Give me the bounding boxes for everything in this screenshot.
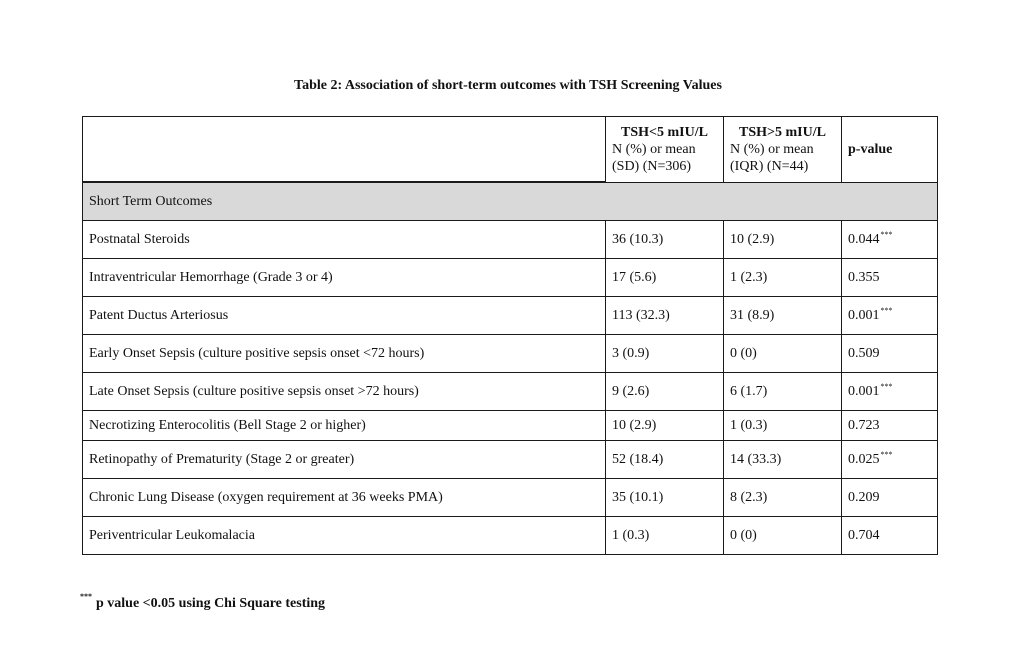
tsh-high-cell: 1 (0.3) <box>724 411 842 441</box>
tsh-low-cell: 36 (10.3) <box>606 221 724 259</box>
tsh-high-cell: 6 (1.7) <box>724 373 842 411</box>
header-tsh-low <box>606 117 724 183</box>
p-value-cell <box>842 335 938 373</box>
section-row <box>83 182 938 221</box>
tsh-low-cell: 3 (0.9) <box>606 335 724 373</box>
tsh-high-cell: 10 (2.9) <box>724 221 842 259</box>
header-tsh-high-title: TSH>5 mIU/L <box>739 124 826 140</box>
p-value-text: 0.025 <box>848 451 880 467</box>
p-value-cell <box>842 441 938 479</box>
footnote-mark: *** <box>80 592 92 601</box>
tsh-low-cell: 17 (5.6) <box>606 259 724 297</box>
significance-mark: *** <box>880 381 893 391</box>
header-tsh-high-line2: N (%) or mean <box>730 141 814 157</box>
tsh-low-cell: 1 (0.3) <box>606 517 724 555</box>
table-row <box>83 441 938 479</box>
tsh-high-cell: 0 (0) <box>724 517 842 555</box>
p-value-text: 0.001 <box>848 307 880 323</box>
tsh-low-cell: 10 (2.9) <box>606 411 724 441</box>
p-value-cell <box>842 373 938 411</box>
outcome-cell: Retinopathy of Prematurity (Stage 2 or greater) <box>83 441 606 479</box>
p-value-text: 0.509 <box>848 345 880 361</box>
tsh-high-cell: 31 (8.9) <box>724 297 842 335</box>
outcome-cell: Chronic Lung Disease (oxygen requirement at 36 weeks PMA) <box>83 479 606 517</box>
table-row <box>83 373 938 411</box>
p-value-text: 0.044 <box>848 231 880 247</box>
significance-mark: *** <box>880 229 893 239</box>
header-tsh-low-line2: N (%) or mean <box>612 141 696 157</box>
table-header-row <box>83 117 938 183</box>
table-row <box>83 297 938 335</box>
table-row <box>83 479 938 517</box>
tsh-high-cell: 8 (2.3) <box>724 479 842 517</box>
p-value-cell <box>842 221 938 259</box>
p-value-text: 0.209 <box>848 489 880 505</box>
tsh-low-cell: 9 (2.6) <box>606 373 724 411</box>
section-row-fill <box>606 182 938 221</box>
header-tsh-high-line3: (IQR) (N=44) <box>730 158 809 174</box>
table-row <box>83 335 938 373</box>
significance-mark: *** <box>880 305 893 315</box>
p-value-text: 0.704 <box>848 527 880 543</box>
header-p-value-title: p-value <box>848 141 893 157</box>
tsh-high-cell: 0 (0) <box>724 335 842 373</box>
header-tsh-high <box>724 117 842 183</box>
outcome-cell: Postnatal Steroids <box>83 221 606 259</box>
significance-mark: *** <box>880 449 893 459</box>
table-row <box>83 517 938 555</box>
table-title: Table 2: Association of short-term outcomes with TSH Screening Values <box>294 78 722 93</box>
table-row <box>83 259 938 297</box>
p-value-text: 0.723 <box>848 417 880 433</box>
footnote-text: p value <0.05 using Chi Square testing <box>96 596 326 611</box>
outcome-cell: Early Onset Sepsis (culture positive sepsis onset <72 hours) <box>83 335 606 373</box>
p-value-text: 0.355 <box>848 269 880 285</box>
p-value-cell <box>842 479 938 517</box>
outcome-cell: Periventricular Leukomalacia <box>83 517 606 555</box>
outcomes-table <box>82 116 938 555</box>
p-value-text: 0.001 <box>848 383 880 399</box>
p-value-cell <box>842 297 938 335</box>
tsh-low-cell: 35 (10.1) <box>606 479 724 517</box>
header-outcome-cell <box>83 117 606 183</box>
p-value-cell <box>842 517 938 555</box>
outcome-cell: Necrotizing Enterocolitis (Bell Stage 2 or higher) <box>83 411 606 441</box>
tsh-low-cell: 113 (32.3) <box>606 297 724 335</box>
header-p-value <box>842 117 938 183</box>
footnote <box>80 592 326 612</box>
tsh-high-cell: 14 (33.3) <box>724 441 842 479</box>
section-label: Short Term Outcomes <box>83 182 606 221</box>
table-row <box>83 221 938 259</box>
tsh-low-cell: 52 (18.4) <box>606 441 724 479</box>
outcome-cell: Intraventricular Hemorrhage (Grade 3 or 4) <box>83 259 606 297</box>
outcome-cell: Late Onset Sepsis (culture positive sepsis onset >72 hours) <box>83 373 606 411</box>
header-tsh-low-line3: (SD) (N=306) <box>612 158 692 174</box>
p-value-cell <box>842 411 938 441</box>
outcome-cell: Patent Ductus Arteriosus <box>83 297 606 335</box>
table-row <box>83 411 938 441</box>
p-value-cell <box>842 259 938 297</box>
tsh-high-cell: 1 (2.3) <box>724 259 842 297</box>
header-tsh-low-title: TSH<5 mIU/L <box>621 124 708 140</box>
